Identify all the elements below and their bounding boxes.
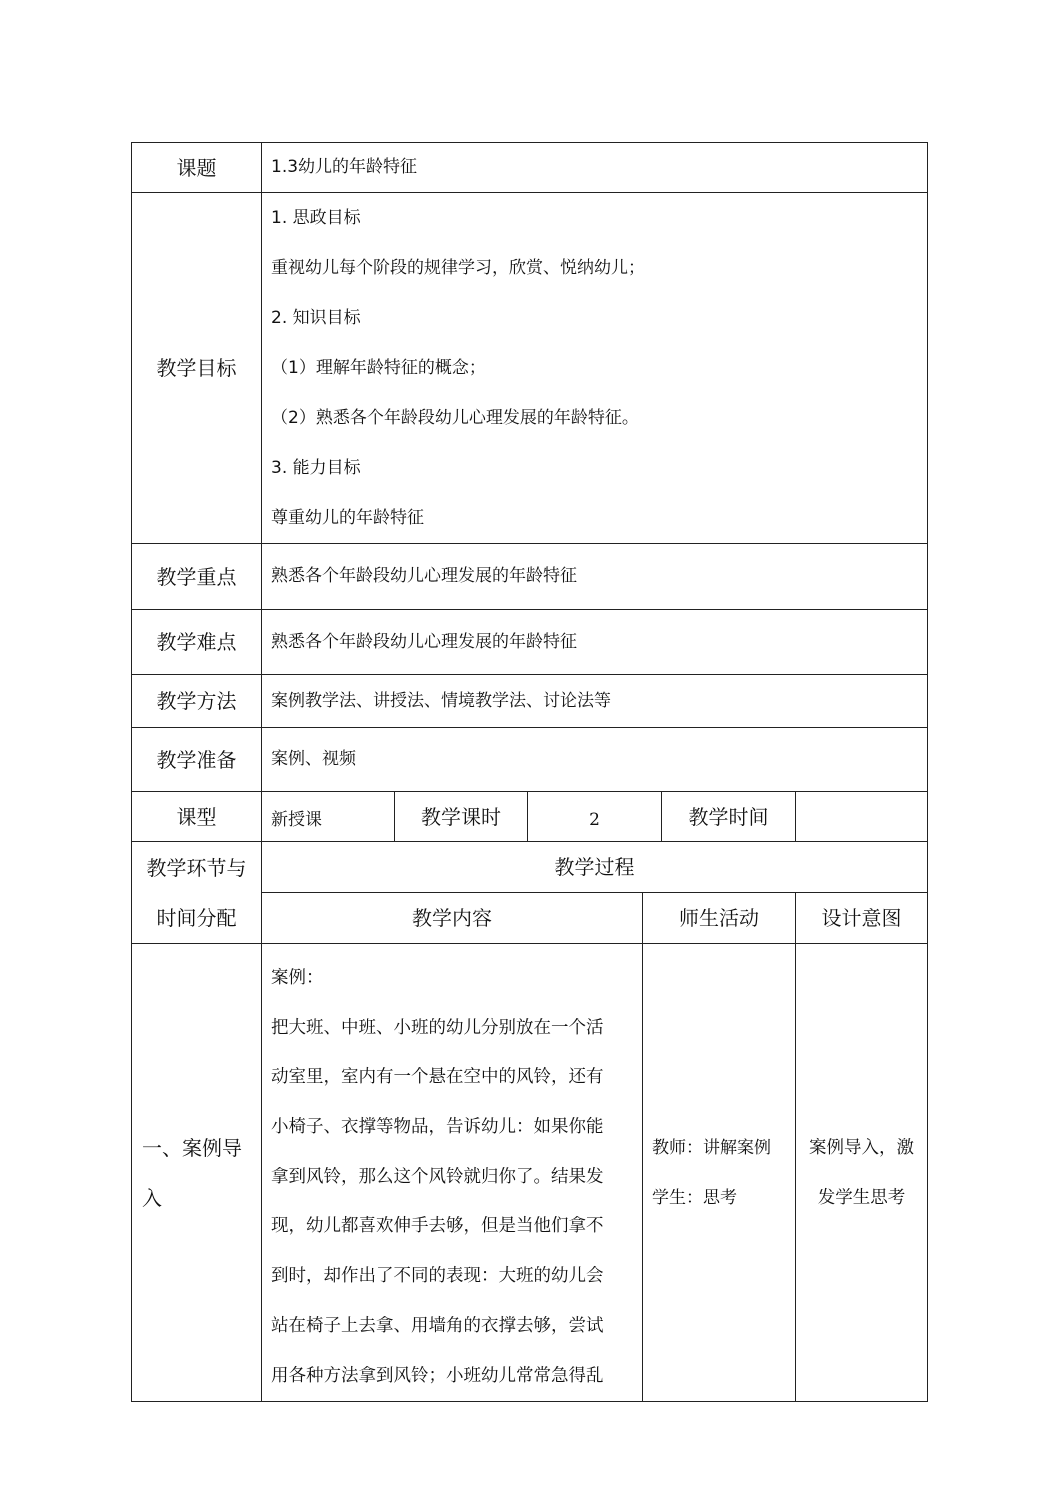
content-line: 现，幼儿都喜欢伸手去够，但是当他们拿不 bbox=[271, 1216, 604, 1237]
section-row bbox=[132, 944, 928, 1402]
section-stage-line: 入 bbox=[142, 1185, 162, 1210]
content-column-header: 教学内容 bbox=[262, 893, 643, 944]
content-line: 到时，却作出了不同的表现：大班的幼儿会 bbox=[271, 1266, 604, 1287]
methods-row bbox=[132, 675, 928, 728]
difficulties-row bbox=[132, 610, 928, 675]
key-points-value: 熟悉各个年龄段幼儿心理发展的年龄特征 bbox=[262, 544, 928, 610]
content-line: 小椅子、衣撑等物品，告诉幼儿：如果你能 bbox=[271, 1117, 604, 1138]
section-stage-line: 一、案例导 bbox=[142, 1135, 242, 1160]
intent-line: 案例导入，激 bbox=[809, 1137, 915, 1158]
content-line: 动室里，室内有一个悬在空中的风铃，还有 bbox=[271, 1067, 604, 1088]
intent-line: 发学生思考 bbox=[817, 1187, 906, 1208]
content-line: 拿到风铃，那么这个风铃就归你了。结果发 bbox=[271, 1166, 604, 1187]
objective-line: 尊重幼儿的年龄特征 bbox=[271, 508, 424, 528]
stage-header-line: 教学环节与 bbox=[146, 855, 247, 880]
objective-line: （1）理解年龄特征的概念； bbox=[271, 358, 486, 378]
section-activity bbox=[643, 944, 796, 1402]
stage-header-line: 时间分配 bbox=[156, 905, 237, 930]
key-points-label: 教学重点 bbox=[132, 544, 262, 610]
content-line: 把大班、中班、小班的幼儿分别放在一个活 bbox=[271, 1017, 604, 1038]
preparation-value: 案例、视频 bbox=[262, 728, 928, 792]
preparation-row bbox=[132, 728, 928, 792]
objectives-content bbox=[262, 193, 928, 544]
intent-column-header: 设计意图 bbox=[796, 893, 928, 944]
methods-label: 教学方法 bbox=[132, 675, 262, 728]
objectives-row bbox=[132, 193, 928, 544]
section-intent bbox=[796, 944, 928, 1402]
process-title-row bbox=[132, 842, 928, 893]
lesson-time-value bbox=[796, 792, 928, 842]
section-stage bbox=[132, 944, 262, 1402]
section-content bbox=[262, 944, 643, 1402]
difficulties-value: 熟悉各个年龄段幼儿心理发展的年龄特征 bbox=[262, 610, 928, 675]
lesson-plan-table bbox=[131, 142, 927, 1388]
lesson-type-value: 新授课 bbox=[262, 792, 395, 842]
activity-column-header: 师生活动 bbox=[643, 893, 796, 944]
key-points-row bbox=[132, 544, 928, 610]
objective-line: 1. 思政目标 bbox=[271, 208, 361, 228]
lesson-hours-label: 教学课时 bbox=[395, 792, 528, 842]
content-line: 案例： bbox=[271, 968, 324, 988]
difficulties-label: 教学难点 bbox=[132, 610, 262, 675]
topic-label: 课题 bbox=[132, 143, 262, 193]
objective-line: 2. 知识目标 bbox=[271, 308, 361, 328]
lesson-type-label: 课型 bbox=[132, 792, 262, 842]
objective-line: （2）熟悉各个年龄段幼儿心理发展的年龄特征。 bbox=[271, 408, 639, 428]
activity-line: 教师：讲解案例 bbox=[652, 1137, 771, 1158]
topic-row bbox=[132, 143, 928, 193]
content-line: 站在椅子上去拿、用墙角的衣撑去够，尝试 bbox=[271, 1315, 604, 1336]
objectives-label: 教学目标 bbox=[132, 193, 262, 544]
preparation-label: 教学准备 bbox=[132, 728, 262, 792]
topic-value: 1.3幼儿的年龄特征 bbox=[262, 143, 928, 193]
lesson-time-label: 教学时间 bbox=[662, 792, 796, 842]
objective-line: 重视幼儿每个阶段的规律学习，欣赏、悦纳幼儿； bbox=[271, 258, 645, 278]
activity-line: 学生：思考 bbox=[652, 1187, 737, 1208]
stage-header bbox=[132, 842, 262, 944]
lesson-hours-value: 2 bbox=[528, 792, 662, 842]
process-title: 教学过程 bbox=[262, 842, 928, 893]
methods-value: 案例教学法、讲授法、情境教学法、讨论法等 bbox=[262, 675, 928, 728]
objective-line: 3. 能力目标 bbox=[271, 458, 361, 478]
content-line: 用各种方法拿到风铃；小班幼儿常常急得乱 bbox=[271, 1365, 604, 1386]
lesson-type-row bbox=[132, 792, 928, 842]
